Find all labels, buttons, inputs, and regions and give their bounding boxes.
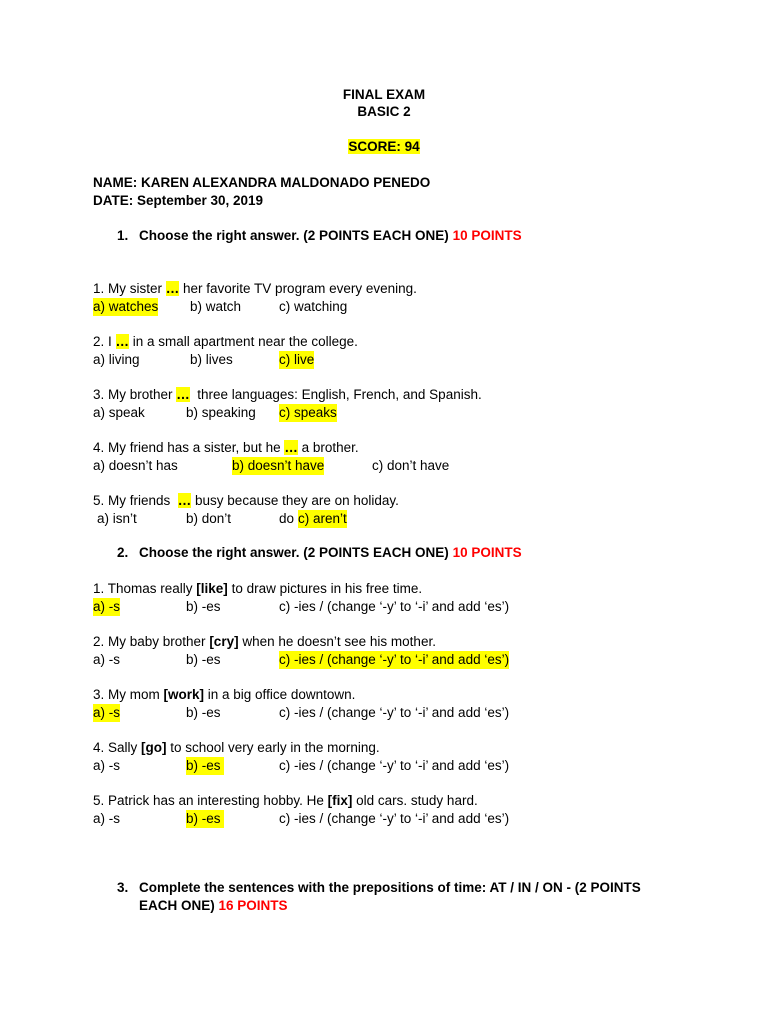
s1-q3-text: [93, 386, 482, 404]
s1-q2-pre: 2. I: [93, 334, 116, 349]
s1-q4-post: a brother.: [297, 440, 359, 455]
s1-q1-pre: 1. My sister: [93, 281, 166, 296]
s2-q4-post: to school very early in the morning.: [166, 740, 380, 755]
section1-number: 1.: [117, 228, 129, 243]
s1-q5-pre: 5. My friends: [93, 493, 178, 508]
s2-q3-option-c: c) -ies / (change ‘-y’ to ‘-i’ and add ‘es’): [279, 705, 510, 720]
s2-q4-text: [93, 739, 380, 757]
s2-q2-post: when he doesn’t see his mother.: [238, 634, 436, 649]
s2-q5-option-a: a) -s: [93, 811, 120, 826]
section1-heading: [139, 227, 522, 245]
s2-q5-option-c: c) -ies / (change ‘-y’ to ‘-i’ and add ‘es’): [279, 811, 510, 826]
s1-q2-option-a: a) living: [93, 352, 140, 367]
s1-q5-option-b: b) don’t: [186, 511, 232, 526]
s1-q5-post: busy because they are on holiday.: [191, 493, 399, 508]
s2-q1-verb: [like]: [196, 581, 228, 596]
s2-q3-text: [93, 686, 355, 704]
s1-q1-option-c: c) watching: [279, 299, 348, 314]
s2-q3-option-b: b) -es: [186, 705, 221, 720]
s2-q1-option-a: a) -s: [93, 599, 120, 614]
section1-instruction: Choose the right answer. (2 POINTS EACH ONE): [139, 228, 449, 243]
s2-q4-option-b: b) -es: [186, 758, 225, 773]
section3-number: 3.: [117, 880, 129, 895]
s2-q3-pre: 3. My mom: [93, 687, 164, 702]
student-name: NAME: KAREN ALEXANDRA MALDONADO PENEDO: [93, 175, 431, 190]
section3-points: 16 POINTS: [218, 898, 288, 913]
s1-q1-blank: …: [165, 281, 180, 296]
s1-q3-post: three languages: English, French, and Spanish.: [189, 387, 482, 402]
s2-q2-option-a: a) -s: [93, 652, 120, 667]
s2-q4-option-a: a) -s: [93, 758, 120, 773]
s2-q5-option-b: b) -es: [186, 811, 225, 826]
s2-q1-option-b: b) -es: [186, 599, 221, 614]
s2-q4-option-c: c) -ies / (change ‘-y’ to ‘-i’ and add ‘es’): [279, 758, 510, 773]
s1-q5-option-c: c) aren’t: [298, 511, 347, 526]
section3-instruction-line2: [139, 897, 288, 915]
s1-q4-option-a: a) doesn’t has: [93, 458, 178, 473]
section2-number: 2.: [117, 545, 129, 560]
s1-q1-text: [93, 280, 417, 298]
s2-q4-verb: [go]: [141, 740, 167, 755]
s2-q1-option-c: c) -ies / (change ‘-y’ to ‘-i’ and add ‘es’): [279, 599, 510, 614]
s2-q1-post: to draw pictures in his free time.: [227, 581, 423, 596]
s1-q2-option-b: b) lives: [190, 352, 233, 367]
s2-q3-post: in a big office downtown.: [204, 687, 356, 702]
s1-q3-option-b: b) speaking: [186, 405, 256, 420]
s2-q3-verb: [work]: [163, 687, 205, 702]
exam-date: DATE: September 30, 2019: [93, 193, 264, 208]
section2-points: 10 POINTS: [452, 545, 522, 560]
s1-q4-option-c: c) don’t have: [372, 458, 450, 473]
s2-q5-verb: [fix]: [327, 793, 353, 808]
s2-q2-option-c: c) -ies / (change ‘-y’ to ‘-i’ and add ‘es’): [279, 652, 510, 667]
score: SCORE: 94: [348, 139, 420, 154]
s2-q2-verb: [cry]: [209, 634, 239, 649]
s1-q4-pre: 4. My friend has a sister, but he: [93, 440, 285, 455]
section3-instruction-line1: Complete the sentences with the prepositions of time: AT / IN / ON - (2 POINTS: [139, 880, 641, 895]
s2-q1-pre: 1. Thomas really: [93, 581, 197, 596]
s1-q3-option-a: a) speak: [93, 405, 145, 420]
exam-level: BASIC 2: [357, 104, 411, 119]
section2-heading: [139, 544, 522, 562]
s1-q2-text: [93, 333, 358, 351]
score-line: [0, 138, 768, 156]
s1-q4-blank: …: [284, 440, 298, 455]
s1-q3-blank: …: [176, 387, 190, 402]
s1-q5-option-a: a) isn’t: [97, 511, 137, 526]
s2-q4-pre: 4. Sally: [93, 740, 142, 755]
s1-q2-option-c: c) live: [279, 352, 315, 367]
s2-q3-option-a: a) -s: [93, 705, 120, 720]
s1-q3-option-c: c) speaks: [279, 405, 337, 420]
section1-points: 10 POINTS: [452, 228, 522, 243]
s1-q4-option-b: b) doesn’t have: [232, 458, 325, 473]
s2-q5-text: [93, 792, 478, 810]
section3-instruction-line2-text: EACH ONE): [139, 898, 219, 913]
s1-q2-blank: …: [115, 334, 130, 349]
s2-q5-post: old cars. study hard.: [352, 793, 478, 808]
s2-q2-pre: 2. My baby brother: [93, 634, 210, 649]
s1-q5-text: [93, 492, 399, 510]
s1-q2-post: in a small apartment near the college.: [129, 334, 358, 349]
s2-q1-text: [93, 580, 422, 598]
s2-q5-pre: 5. Patrick has an interesting hobby. He: [93, 793, 328, 808]
s1-q3-pre: 3. My brother: [93, 387, 177, 402]
s1-q5-blank: …: [177, 493, 192, 508]
s2-q2-option-b: b) -es: [186, 652, 221, 667]
exam-title: FINAL EXAM: [342, 87, 426, 102]
s2-q2-text: [93, 633, 436, 651]
s1-q1-post: her favorite TV program every evening.: [179, 281, 417, 296]
s1-q5-option-do: do: [279, 511, 295, 526]
s1-q4-text: [93, 439, 359, 457]
s1-q1-option-a: a) watches: [93, 299, 159, 314]
s1-q1-option-b: b) watch: [190, 299, 242, 314]
section2-instruction: Choose the right answer. (2 POINTS EACH ONE): [139, 545, 449, 560]
